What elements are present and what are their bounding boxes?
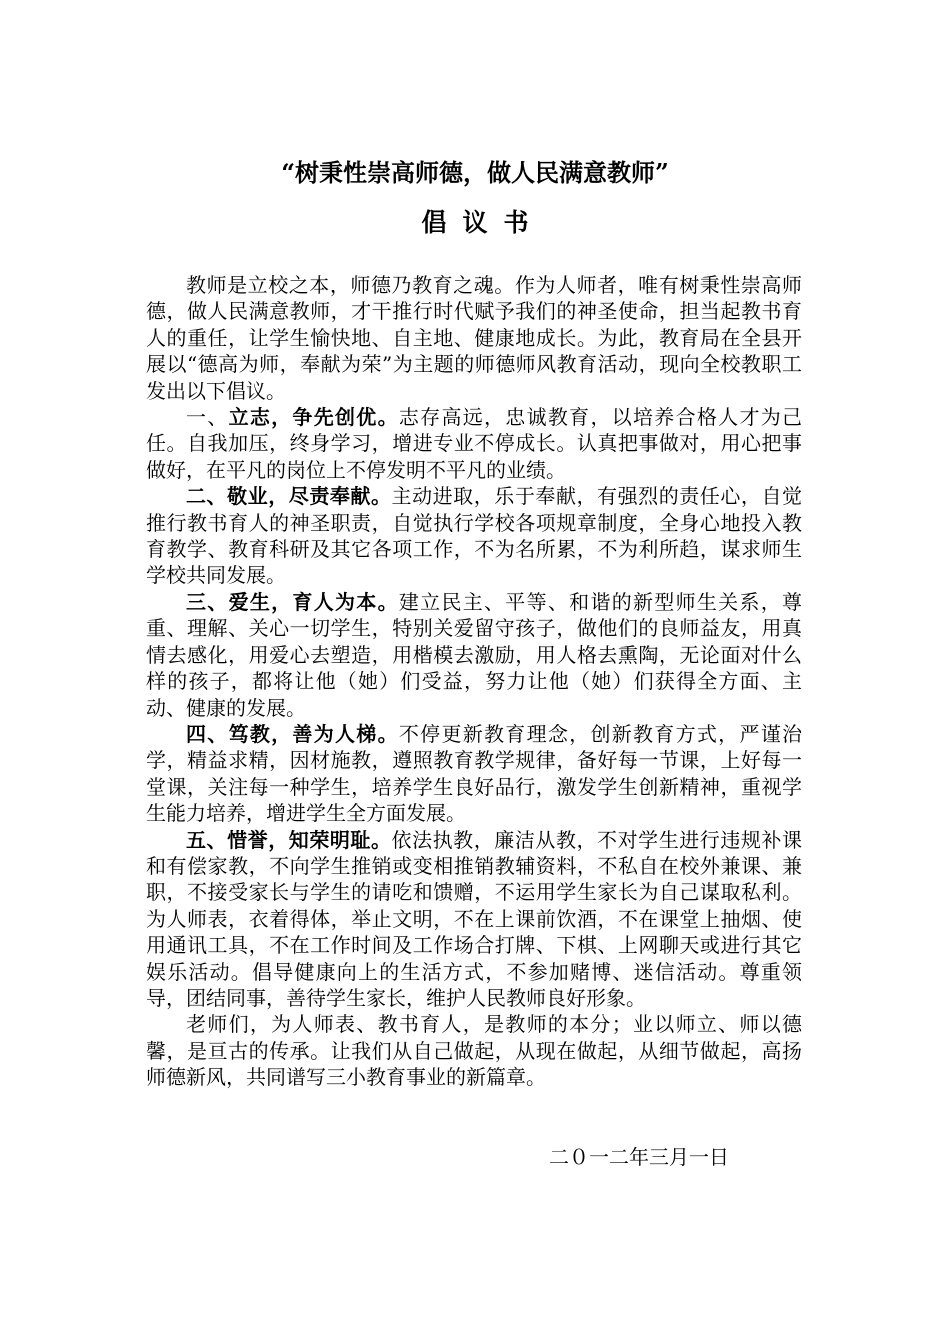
item-heading: 立志，争先创优。: [228, 405, 399, 430]
item-text: 建立民主、平等、和谐的新型师生关系，尊重、理解、关心一切学生，特别关爱留守孩子，做他们的良师益友，用真情去感化，用爱心去塑造，用楷模去激励，用人格去熏陶，无论面对什么样的孩子，都将让他（她）们受益，努力让他（她）们获得全方面、主动、健康的发展。: [146, 589, 803, 720]
item-paragraph-2: [146, 483, 802, 589]
item-text: 不停更新教育理念，创新教育方式，严谨治学，精益求精，因材施教，遵照教育教学规律，备好每一节课，上好每一堂课，关注每一种学生，培养学生良好品行，激发学生创新精神，重视学生能力培养，增进学生全方面发展。: [146, 721, 803, 826]
document-title: “树秉性崇高师德，做人民满意教师”: [281, 158, 669, 187]
item-paragraph-3: [146, 589, 802, 721]
item-text: 依法执教，廉洁从教，不对学生进行违规补课和有偿家教，不向学生推销或变相推销教辅资料，不私自在校外兼课、兼职，不接受家长与学生的请吃和馈赠，不运用学生家长为自己谋取私利。为人师表，衣着得体，举止文明，不在上课前饮酒，不在课堂上抽烟、使用通讯工具，不在工作时间及工作场合打牌、下棋、上网聊天或进行其它娱乐活动。倡导健康向上的生活方式，不参加赌博、迷信活动。尊重领导，团结同事，善待学生家长，维护人民教师良好形象。: [146, 827, 803, 1010]
item-heading: 敬业，尽责奉献。: [227, 484, 392, 509]
item-number: 二、: [186, 484, 228, 509]
item-paragraph-5: [146, 827, 802, 1012]
item-paragraph-4: [146, 721, 802, 827]
item-number: 一、: [186, 405, 229, 430]
document-subtitle: 倡议书: [421, 208, 545, 237]
document-body: [146, 272, 802, 1091]
item-text: 志存高远，忠诚教育，以培养合格人才为己任。自我加压，终身学习，增进专业不停成长。认真把事做对，用心把事做好，在平凡的岗位上不停发明不平凡的业绩。: [146, 405, 803, 482]
item-heading: 笃教，善为人梯。: [228, 721, 399, 746]
item-number: 三、: [186, 589, 229, 614]
closing-paragraph: 老师们，为人师表、教书育人，是教师的本分；业以师立、师以德馨，是亘古的传承。让我们从自己做起，从现在做起，从细节做起，高扬师德新风，共同谱写三小教育事业的新篇章。: [146, 1012, 802, 1090]
item-heading: 爱生，育人为本。: [228, 589, 399, 614]
intro-paragraph: 教师是立校之本，师德乃教育之魂。作为人师者，唯有树秉性崇高师德，做人民满意教师，才干推行时代赋予我们的神圣使命，担当起教书育人的重任，让学生愉快地、自主地、健康地成长。为此，教育局在全县开展以“德高为师，奉献为荣”为主题的师德师风教育活动，现向全校教职工发出以下倡议。: [146, 273, 802, 403]
item-number: 四、: [186, 721, 229, 746]
item-paragraph-1: [146, 404, 802, 483]
item-number: 五、: [186, 827, 228, 852]
document-date: 二０一二年三月一日: [549, 1145, 729, 1169]
item-text: 主动进取，乐于奉献，有强烈的责任心，自觉推行教书育人的神圣职责，自觉执行学校各项规章制度，全身心地投入教育教学、教育科研及其它各项工作，不为名所累，不为利所趋，谋求师生学校共同发展。: [146, 484, 803, 588]
item-heading: 惜誉，知荣明耻。: [227, 827, 392, 852]
